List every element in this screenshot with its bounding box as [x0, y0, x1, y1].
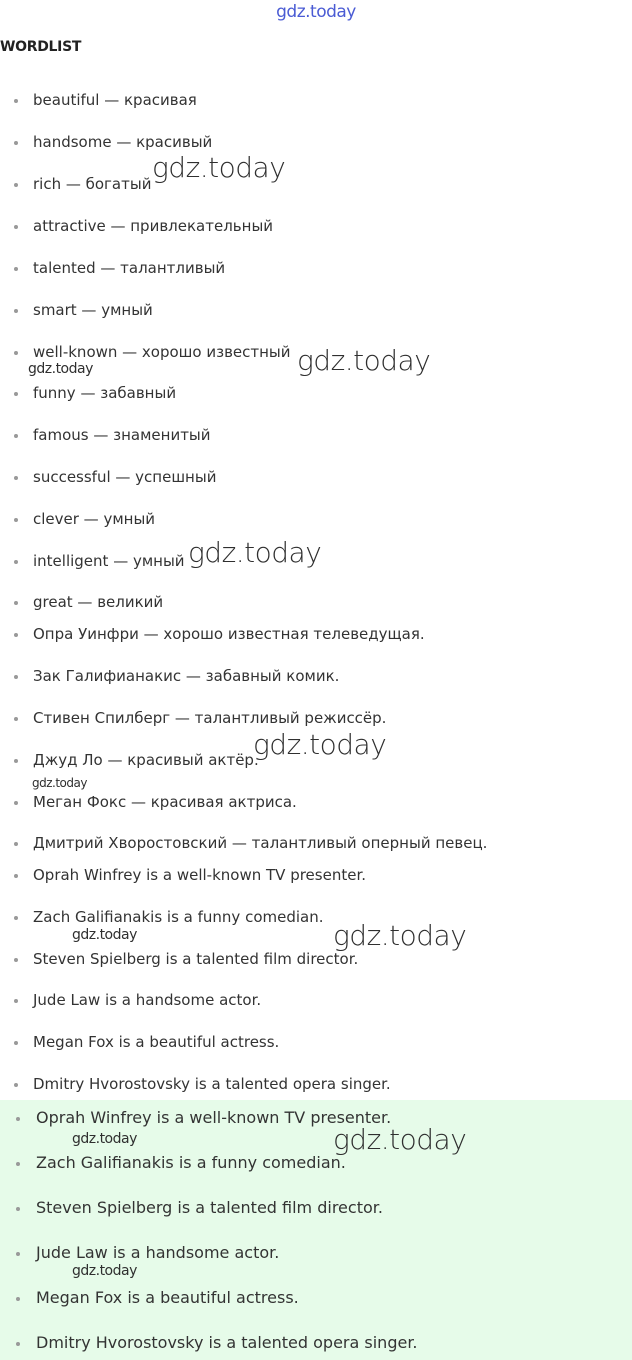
- list-item: handsome — красивый: [14, 131, 212, 153]
- bullet-icon: [14, 874, 18, 878]
- bullet-icon: [16, 1117, 20, 1121]
- bullet-icon: [14, 183, 18, 187]
- bullet-icon: [14, 1041, 18, 1045]
- watermark: gdz.today: [32, 776, 87, 790]
- list-item: Jude Law is a handsome actor.: [14, 989, 261, 1011]
- bullet-icon: [14, 141, 18, 145]
- list-item: talented — талантливый: [14, 257, 225, 279]
- answer-item: Oprah Winfrey is a well-known TV presenter.: [16, 1106, 391, 1130]
- watermark: gdz.today: [28, 361, 93, 377]
- bullet-icon: [14, 99, 18, 103]
- bullet-icon: [14, 675, 18, 679]
- answer-item: Jude Law is a handsome actor.: [16, 1241, 279, 1265]
- list-item: clever — умный: [14, 508, 155, 530]
- bullet-icon: [14, 999, 18, 1003]
- list-item: successful — успешный: [14, 466, 216, 488]
- watermark: gdz.today: [72, 1131, 137, 1147]
- bullet-icon: [14, 759, 18, 763]
- bullet-icon: [16, 1297, 20, 1301]
- watermark: gdz.today: [188, 536, 322, 569]
- bullet-icon: [16, 1207, 20, 1211]
- bullet-icon: [14, 1083, 18, 1087]
- list-item: Джуд Ло — красивый актёр.: [14, 749, 259, 771]
- bullet-icon: [14, 476, 18, 480]
- bullet-icon: [16, 1342, 20, 1346]
- list-item: Стивен Спилберг — талантливый режиссёр.: [14, 707, 386, 729]
- bullet-icon: [14, 842, 18, 846]
- list-item: Зак Галифианакис — забавный комик.: [14, 665, 339, 687]
- bullet-icon: [14, 801, 18, 805]
- list-item: funny — забавный: [14, 382, 176, 404]
- list-item: smart — умный: [14, 299, 153, 321]
- answer-item: Megan Fox is a beautiful actress.: [16, 1286, 299, 1310]
- list-item: Опра Уинфри — хорошо известная телеведущая.: [14, 623, 425, 645]
- bullet-icon: [14, 916, 18, 920]
- bullet-icon: [14, 267, 18, 271]
- bullet-icon: [14, 958, 18, 962]
- list-item: intelligent — умный: [14, 550, 185, 572]
- list-item: rich — богатый: [14, 173, 151, 195]
- watermark: gdz.today: [152, 151, 286, 184]
- answer-item: Zach Galifianakis is a funny comedian.: [16, 1151, 346, 1175]
- bullet-icon: [14, 717, 18, 721]
- watermark: gdz.today: [72, 1263, 137, 1279]
- wordlist-heading: WORDLIST: [0, 39, 82, 55]
- list-item: Dmitry Hvorostovsky is a talented opera singer.: [14, 1073, 391, 1095]
- watermark: gdz.today: [333, 1123, 467, 1156]
- list-item: Меган Фокс — красивая актриса.: [14, 791, 297, 813]
- list-item: famous — знаменитый: [14, 424, 211, 446]
- bullet-icon: [16, 1162, 20, 1166]
- bullet-icon: [14, 309, 18, 313]
- list-item: Zach Galifianakis is a funny comedian.: [14, 906, 324, 928]
- list-item: Oprah Winfrey is a well-known TV presenter.: [14, 864, 366, 886]
- list-item: Megan Fox is a beautiful actress.: [14, 1031, 279, 1053]
- list-item: Дмитрий Хворостовский — талантливый оперный певец.: [14, 832, 487, 854]
- bullet-icon: [14, 225, 18, 229]
- bullet-icon: [16, 1252, 20, 1256]
- site-logo[interactable]: gdz.today: [276, 2, 356, 22]
- bullet-icon: [14, 560, 18, 564]
- bullet-icon: [14, 518, 18, 522]
- watermark: gdz.today: [297, 344, 431, 377]
- answer-item: Steven Spielberg is a talented film director.: [16, 1196, 383, 1220]
- watermark: gdz.today: [72, 927, 137, 943]
- bullet-icon: [14, 351, 18, 355]
- list-item: beautiful — красивая: [14, 89, 197, 111]
- list-item: great — великий: [14, 591, 163, 613]
- bullet-icon: [14, 392, 18, 396]
- bullet-icon: [14, 633, 18, 637]
- bullet-icon: [14, 434, 18, 438]
- list-item: well-known — хорошо известный: [14, 341, 291, 363]
- answer-item: Dmitry Hvorostovsky is a talented opera singer.: [16, 1331, 418, 1355]
- list-item: Steven Spielberg is a talented film director.: [14, 948, 358, 970]
- bullet-icon: [14, 601, 18, 605]
- watermark: gdz.today: [253, 728, 387, 761]
- watermark: gdz.today: [333, 919, 467, 952]
- list-item: attractive — привлекательный: [14, 215, 273, 237]
